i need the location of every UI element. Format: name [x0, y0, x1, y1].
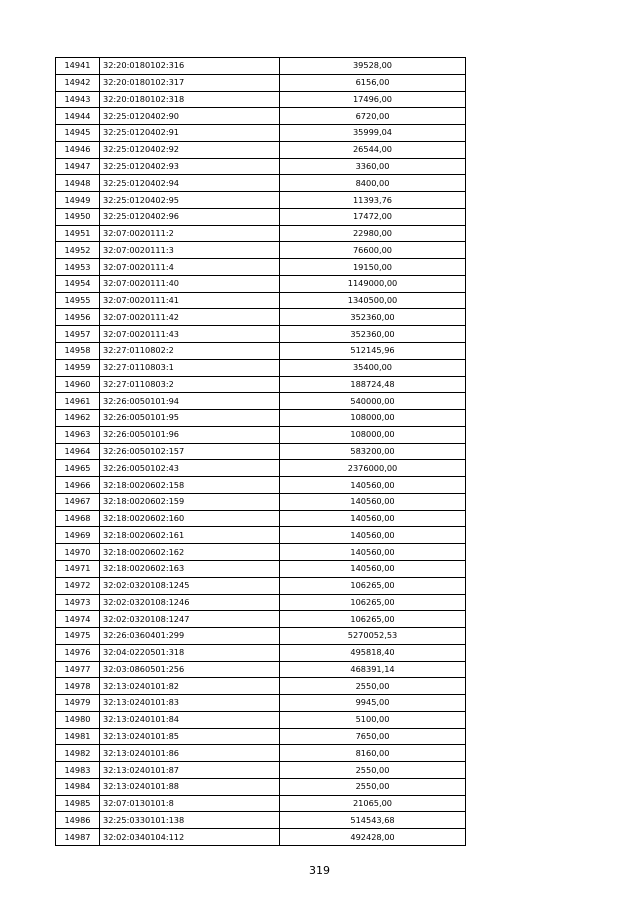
page-number: 319: [309, 864, 330, 877]
table-row: [56, 762, 466, 779]
cadastral-number-cell: 32:25:0120402:90: [100, 108, 280, 125]
row-number-cell: 14948: [56, 175, 100, 192]
row-number-cell: 14956: [56, 309, 100, 326]
cadastral-number-cell: 32:26:0050102:157: [100, 443, 280, 460]
table-row: [56, 544, 466, 561]
table-row: [56, 711, 466, 728]
row-number-cell: 14972: [56, 577, 100, 594]
row-number-cell: 14967: [56, 493, 100, 510]
row-number-cell: 14966: [56, 477, 100, 494]
value-cell: 2376000,00: [280, 460, 466, 477]
cadastral-number-cell: 32:26:0050102:43: [100, 460, 280, 477]
row-number-cell: 14983: [56, 762, 100, 779]
row-number-cell: 14974: [56, 611, 100, 628]
row-number-cell: 14970: [56, 544, 100, 561]
value-cell: 9945,00: [280, 695, 466, 712]
cadastral-number-cell: 32:02:0320108:1245: [100, 577, 280, 594]
cadastral-number-cell: 32:26:0050101:95: [100, 410, 280, 427]
cadastral-number-cell: 32:25:0120402:91: [100, 125, 280, 142]
cadastral-number-cell: 32:13:0240101:85: [100, 728, 280, 745]
value-cell: 17496,00: [280, 91, 466, 108]
value-cell: 6156,00: [280, 74, 466, 91]
table-row: [56, 527, 466, 544]
row-number-cell: 14962: [56, 410, 100, 427]
cadastral-number-cell: 32:26:0050101:94: [100, 393, 280, 410]
row-number-cell: 14976: [56, 644, 100, 661]
row-number-cell: 14951: [56, 225, 100, 242]
table-row: [56, 359, 466, 376]
value-cell: 1149000,00: [280, 275, 466, 292]
table-row: [56, 158, 466, 175]
row-number-cell: 14946: [56, 141, 100, 158]
value-cell: 5100,00: [280, 711, 466, 728]
cadastral-number-cell: 32:25:0120402:95: [100, 192, 280, 209]
value-cell: 2550,00: [280, 778, 466, 795]
table-row: [56, 829, 466, 846]
table-row: [56, 259, 466, 276]
table-row: [56, 745, 466, 762]
row-number-cell: 14952: [56, 242, 100, 259]
table-row: [56, 594, 466, 611]
row-number-cell: 14958: [56, 343, 100, 360]
row-number-cell: 14959: [56, 359, 100, 376]
cadastral-number-cell: 32:18:0020602:160: [100, 510, 280, 527]
row-number-cell: 14984: [56, 778, 100, 795]
value-cell: 8400,00: [280, 175, 466, 192]
value-cell: 22980,00: [280, 225, 466, 242]
cadastral-number-cell: 32:07:0020111:41: [100, 292, 280, 309]
table-row: [56, 108, 466, 125]
row-number-cell: 14942: [56, 74, 100, 91]
cadastral-number-cell: 32:02:0320108:1247: [100, 611, 280, 628]
row-number-cell: 14975: [56, 628, 100, 645]
value-cell: 76600,00: [280, 242, 466, 259]
table-row: [56, 410, 466, 427]
row-number-cell: 14963: [56, 426, 100, 443]
table-row: [56, 91, 466, 108]
row-number-cell: 14973: [56, 594, 100, 611]
cadastral-number-cell: 32:25:0120402:93: [100, 158, 280, 175]
cadastral-number-cell: 32:07:0020111:3: [100, 242, 280, 259]
row-number-cell: 14954: [56, 275, 100, 292]
value-cell: 108000,00: [280, 410, 466, 427]
table-row: [56, 426, 466, 443]
cadastral-number-cell: 32:13:0240101:87: [100, 762, 280, 779]
table-row: [56, 175, 466, 192]
cadastral-number-cell: 32:03:0860501:256: [100, 661, 280, 678]
row-number-cell: 14969: [56, 527, 100, 544]
value-cell: 11393,76: [280, 192, 466, 209]
cadastral-number-cell: 32:02:0320108:1246: [100, 594, 280, 611]
table-row: [56, 443, 466, 460]
cadastral-number-cell: 32:18:0020602:163: [100, 560, 280, 577]
table-row: [56, 477, 466, 494]
cadastral-number-cell: 32:26:0050101:96: [100, 426, 280, 443]
value-cell: 512145,96: [280, 343, 466, 360]
row-number-cell: 14987: [56, 829, 100, 846]
table-row: [56, 125, 466, 142]
table-row: [56, 309, 466, 326]
value-cell: 352360,00: [280, 326, 466, 343]
table-row: [56, 393, 466, 410]
table-row: [56, 275, 466, 292]
table-row: [56, 678, 466, 695]
table-row: [56, 644, 466, 661]
table-row: [56, 577, 466, 594]
table-row: [56, 510, 466, 527]
value-cell: 2550,00: [280, 678, 466, 695]
value-cell: 492428,00: [280, 829, 466, 846]
table-row: [56, 728, 466, 745]
value-cell: 140560,00: [280, 510, 466, 527]
row-number-cell: 14982: [56, 745, 100, 762]
value-cell: 468391,14: [280, 661, 466, 678]
table-row: [56, 795, 466, 812]
row-number-cell: 14950: [56, 208, 100, 225]
row-number-cell: 14977: [56, 661, 100, 678]
row-number-cell: 14961: [56, 393, 100, 410]
table-row: [56, 628, 466, 645]
value-cell: 21065,00: [280, 795, 466, 812]
row-number-cell: 14985: [56, 795, 100, 812]
cadastral-number-cell: 32:13:0240101:88: [100, 778, 280, 795]
value-cell: 17472,00: [280, 208, 466, 225]
cadastral-value-table: [55, 57, 466, 846]
row-number-cell: 14945: [56, 125, 100, 142]
table-row: [56, 343, 466, 360]
value-cell: 5270052,53: [280, 628, 466, 645]
value-cell: 352360,00: [280, 309, 466, 326]
cadastral-number-cell: 32:07:0020111:2: [100, 225, 280, 242]
value-cell: 140560,00: [280, 544, 466, 561]
cadastral-number-cell: 32:07:0020111:43: [100, 326, 280, 343]
value-cell: 140560,00: [280, 560, 466, 577]
table-row: [56, 225, 466, 242]
table-row: [56, 611, 466, 628]
value-cell: 106265,00: [280, 594, 466, 611]
table-row: [56, 560, 466, 577]
value-cell: 514543,68: [280, 812, 466, 829]
value-cell: 2550,00: [280, 762, 466, 779]
row-number-cell: 14981: [56, 728, 100, 745]
value-cell: 140560,00: [280, 527, 466, 544]
value-cell: 140560,00: [280, 477, 466, 494]
cadastral-number-cell: 32:20:0180102:316: [100, 58, 280, 75]
cadastral-number-cell: 32:20:0180102:318: [100, 91, 280, 108]
cadastral-number-cell: 32:04:0220501:318: [100, 644, 280, 661]
value-cell: 7650,00: [280, 728, 466, 745]
value-cell: 495818,40: [280, 644, 466, 661]
row-number-cell: 14943: [56, 91, 100, 108]
cadastral-number-cell: 32:18:0020602:162: [100, 544, 280, 561]
row-number-cell: 14968: [56, 510, 100, 527]
cadastral-number-cell: 32:25:0120402:94: [100, 175, 280, 192]
row-number-cell: 14964: [56, 443, 100, 460]
cadastral-number-cell: 32:13:0240101:84: [100, 711, 280, 728]
table-row: [56, 326, 466, 343]
table-row: [56, 192, 466, 209]
table-row: [56, 242, 466, 259]
cadastral-number-cell: 32:25:0330101:138: [100, 812, 280, 829]
table-row: [56, 695, 466, 712]
value-cell: 8160,00: [280, 745, 466, 762]
table-row: [56, 460, 466, 477]
value-cell: 3360,00: [280, 158, 466, 175]
table-row: [56, 141, 466, 158]
row-number-cell: 14965: [56, 460, 100, 477]
value-cell: 108000,00: [280, 426, 466, 443]
cadastral-number-cell: 32:07:0020111:4: [100, 259, 280, 276]
table-row: [56, 493, 466, 510]
value-cell: 140560,00: [280, 493, 466, 510]
cadastral-number-cell: 32:27:0110803:1: [100, 359, 280, 376]
cadastral-number-cell: 32:27:0110802:2: [100, 343, 280, 360]
value-cell: 106265,00: [280, 611, 466, 628]
cadastral-number-cell: 32:18:0020602:158: [100, 477, 280, 494]
row-number-cell: 14949: [56, 192, 100, 209]
row-number-cell: 14953: [56, 259, 100, 276]
value-cell: 19150,00: [280, 259, 466, 276]
cadastral-number-cell: 32:13:0240101:82: [100, 678, 280, 695]
row-number-cell: 14957: [56, 326, 100, 343]
table-row: [56, 778, 466, 795]
table-row: [56, 208, 466, 225]
row-number-cell: 14944: [56, 108, 100, 125]
row-number-cell: 14955: [56, 292, 100, 309]
cadastral-number-cell: 32:20:0180102:317: [100, 74, 280, 91]
cadastral-number-cell: 32:27:0110803:2: [100, 376, 280, 393]
value-cell: 35999,04: [280, 125, 466, 142]
cadastral-number-cell: 32:25:0120402:92: [100, 141, 280, 158]
cadastral-number-cell: 32:02:0340104:112: [100, 829, 280, 846]
table-row: [56, 58, 466, 75]
table-row: [56, 74, 466, 91]
row-number-cell: 14947: [56, 158, 100, 175]
cadastral-number-cell: 32:25:0120402:96: [100, 208, 280, 225]
cadastral-number-cell: 32:07:0130101:8: [100, 795, 280, 812]
row-number-cell: 14941: [56, 58, 100, 75]
table-body: [56, 58, 466, 846]
row-number-cell: 14986: [56, 812, 100, 829]
cadastral-number-cell: 32:26:0360401:299: [100, 628, 280, 645]
cadastral-number-cell: 32:13:0240101:83: [100, 695, 280, 712]
row-number-cell: 14960: [56, 376, 100, 393]
value-cell: 39528,00: [280, 58, 466, 75]
cadastral-number-cell: 32:13:0240101:86: [100, 745, 280, 762]
table-row: [56, 661, 466, 678]
cadastral-number-cell: 32:07:0020111:40: [100, 275, 280, 292]
table-row: [56, 376, 466, 393]
cadastral-number-cell: 32:07:0020111:42: [100, 309, 280, 326]
value-cell: 26544,00: [280, 141, 466, 158]
row-number-cell: 14979: [56, 695, 100, 712]
cadastral-number-cell: 32:18:0020602:159: [100, 493, 280, 510]
value-cell: 540000,00: [280, 393, 466, 410]
value-cell: 35400,00: [280, 359, 466, 376]
row-number-cell: 14971: [56, 560, 100, 577]
table-row: [56, 292, 466, 309]
value-cell: 106265,00: [280, 577, 466, 594]
value-cell: 1340500,00: [280, 292, 466, 309]
table-row: [56, 812, 466, 829]
row-number-cell: 14978: [56, 678, 100, 695]
row-number-cell: 14980: [56, 711, 100, 728]
cadastral-number-cell: 32:18:0020602:161: [100, 527, 280, 544]
value-cell: 188724,48: [280, 376, 466, 393]
value-cell: 6720,00: [280, 108, 466, 125]
value-cell: 583200,00: [280, 443, 466, 460]
